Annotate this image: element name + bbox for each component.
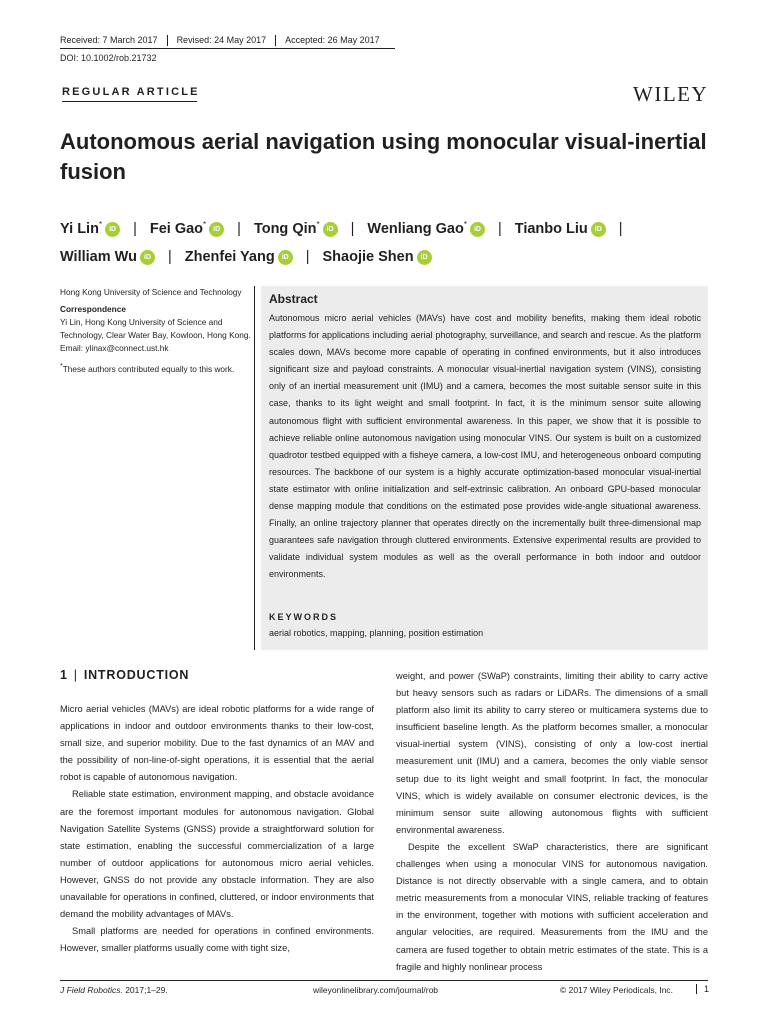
revised-date: Revised: 24 May 2017 — [177, 35, 277, 46]
author-mark: * — [316, 220, 320, 229]
author-name: Shaojie Shen — [322, 249, 414, 265]
author-separator: | — [133, 221, 137, 237]
abstract-box — [261, 286, 708, 650]
author[interactable] — [185, 249, 293, 265]
author-mark: * — [463, 220, 467, 229]
footer-url[interactable]: wileyonlinelibrary.com/journal/rob — [313, 985, 439, 995]
correspondence-email[interactable]: Email: ylinax@connect.ust.hk — [60, 343, 169, 353]
page-number: 1 — [696, 984, 709, 994]
author[interactable] — [150, 221, 224, 237]
received-date: Received: 7 March 2017 — [60, 35, 168, 46]
paragraph: Micro aerial vehicles (MAVs) are ideal robotic platforms for a wide range of applications in indoor and outdoor environments thanks to their low-cost, small size, and superior mobility. Due to the fast dynamics of an MAV and the possibility of non-line-of-sight operations, it is essential that the aerial robot is capable of autonomous navigation. — [60, 704, 374, 783]
author-name: Tong Qin — [253, 221, 317, 237]
author-name: Zhenfei Yang — [184, 249, 275, 265]
sidebar-divider — [254, 286, 255, 650]
author-separator: | — [305, 249, 310, 265]
abstract-text: Autonomous micro aerial vehicles (MAVs) have cost and mobility benefits, making them ideal robotic platforms for applications including aerial photography, surveillance, and search and rescue. As the platform scales down, MAVs become more capable of operating in confined environments, but it also introduces significant size and payload constraints. A monocular visual-inertial navigation system (VINS), consisting only of an inertial measurement unit (IMU) and a camera, becomes the most suitable sensor suite in this case, thanks to its light weight and small footprint. In fact, it is the minimum sensor suite allowing autonomous flight with sufficient environmental awareness. In this paper, we show that it is possible to achieve reliable online autonomous navigation using monocular VINS. Our system is built on a customized quadrotor testbed equipped with a fisheye camera, a low-cost IMU, and heterogeneous onboard computing resources. The backbone of our system is a highly accurate optimization-based monocular visual-inertial state estimator with online initialization and self-extrinsic calibration. An onboard GPU-based monocular dense mapping module that conditions on the estimated pose provides wide-angle situational awareness. Finally, an online trajectory planner that operates directly on the incrementally built three-dimensional map guarantees safe navigation through cluttered environments. Extensive experimental results are provided to validate individual system modules as well as the overall performance in both indoor and outdoor environments. — [269, 313, 701, 580]
section-number: 1 — [60, 668, 68, 682]
author-name: Fei Gao — [149, 221, 204, 237]
orcid-icon[interactable]: iD — [470, 222, 485, 237]
author-separator: | — [167, 249, 172, 265]
note-text: These authors contributed equally to this work. — [62, 363, 235, 374]
author[interactable] — [367, 221, 485, 237]
author[interactable] — [60, 249, 155, 265]
orcid-icon[interactable]: iD — [591, 222, 606, 237]
affiliation: Hong Kong University of Science and Technology — [60, 287, 242, 297]
section-title: INTRODUCTION — [83, 668, 190, 682]
paragraph: Small platforms are needed for operations in confined environments. However, smaller platforms usually come with tight size, — [60, 926, 374, 954]
author-name: Wenliang Gao — [367, 221, 464, 237]
header-dates — [60, 35, 398, 46]
section-bar: | — [73, 668, 78, 682]
header-rule — [60, 48, 395, 49]
paragraph: Despite the excellent SWaP characteristics, there are significant challenges when using a monocular VINS for autonomous navigation. Distance is not directly observable with a single camera, and to obtain metric measurements from a monocular VINS, reliable tracking of features in the environment, together with motions with sufficient acceleration and angular velocities, are required. Measurements from the IMU and the camera are fused together to obtain metric estimates of the state. This is a fragile and highly nonlinear process — [396, 841, 708, 972]
body-column-right — [396, 668, 708, 976]
paper-title: Autonomous aerial navigation using monocular visual-inertial fusion — [60, 129, 707, 184]
author-name: Yi Lin — [60, 221, 99, 237]
paragraph: Reliable state estimation, environment mapping, and obstacle avoidance are the foremost important modules for autonomous navigation. Global Navigation Satellite Systems (GNSS) provide a straightforward solution for state estimation, enabling the successful commercialization of a large number of outdoor applications for autonomous micro aerial vehicles. However, GNSS do not provide any obstacle information. They are also unavailable for operations in confined, cluttered, or indoor environments that demand the mobility advantages of MAVs. — [60, 789, 374, 920]
author-separator: | — [237, 221, 241, 237]
author-mark: * — [203, 220, 207, 229]
footer-citation — [60, 985, 168, 995]
citation-details: 2017;1–29. — [122, 985, 168, 995]
paragraph: weight, and power (SWaP) constraints, limiting their ability to carry active but heavy sensors such as radars or LiDARs. The dimensions of a small platform also limit its ability to carry stereo or multicamera systems due to insufficient baseline length. As the platform becomes smaller, a monocular visual-inertial system (VINS), consisting of only a low-cost inertial measurement unit (IMU) and a camera, becomes the only viable sensor setup due to its light weight and small footprint. In fact, the monocular VINS, which is widely available on consumer electronic devices, is the minimum sensor suite allowing autonomous flights with sufficient environmental awareness. — [396, 671, 708, 835]
footer-copyright: © 2017 Wiley Periodicals, Inc. — [560, 985, 674, 995]
orcid-icon[interactable]: iD — [140, 250, 155, 265]
body-column-left — [60, 701, 374, 957]
equal-contribution-note — [60, 360, 254, 376]
orcid-icon[interactable]: iD — [417, 250, 432, 265]
author-mark: * — [98, 220, 103, 229]
orcid-icon[interactable]: iD — [323, 222, 338, 237]
author[interactable] — [323, 249, 432, 265]
affiliation-sidebar — [60, 286, 254, 376]
note-mark: * — [60, 363, 63, 370]
correspondence-text: Yi Lin, Hong Kong University of Science and Technology, Clear Water Bay, Kowloon, Hong Kong. — [60, 317, 251, 340]
journal-name: J Field Robotics. — [60, 985, 123, 995]
article-type-underline — [62, 101, 197, 102]
author-separator: | — [497, 221, 502, 237]
author-name: William Wu — [60, 249, 137, 265]
abstract-heading: Abstract — [269, 292, 318, 306]
correspondence-heading: Correspondence — [60, 304, 126, 314]
orcid-icon[interactable]: iD — [209, 222, 224, 237]
author-separator: | — [618, 221, 623, 237]
doi[interactable]: DOI: 10.1002/rob.21732 — [60, 53, 157, 63]
keywords-heading: KEYWORDS — [269, 612, 339, 622]
author[interactable] — [515, 221, 606, 237]
author-name: Tianbo Liu — [514, 221, 588, 237]
author[interactable] — [60, 221, 120, 237]
section-heading — [60, 668, 189, 682]
footer-rule — [60, 980, 708, 981]
author[interactable] — [254, 221, 338, 237]
author-separator: | — [350, 221, 355, 237]
orcid-icon[interactable]: iD — [278, 250, 293, 265]
author-list — [60, 211, 720, 271]
accepted-date: Accepted: 26 May 2017 — [285, 35, 380, 45]
orcid-icon[interactable]: iD — [105, 222, 120, 237]
publisher-logo: WILEY — [633, 82, 709, 106]
article-type: REGULAR ARTICLE — [62, 86, 200, 98]
keywords-text: aerial robotics, mapping, planning, position estimation — [269, 628, 484, 638]
